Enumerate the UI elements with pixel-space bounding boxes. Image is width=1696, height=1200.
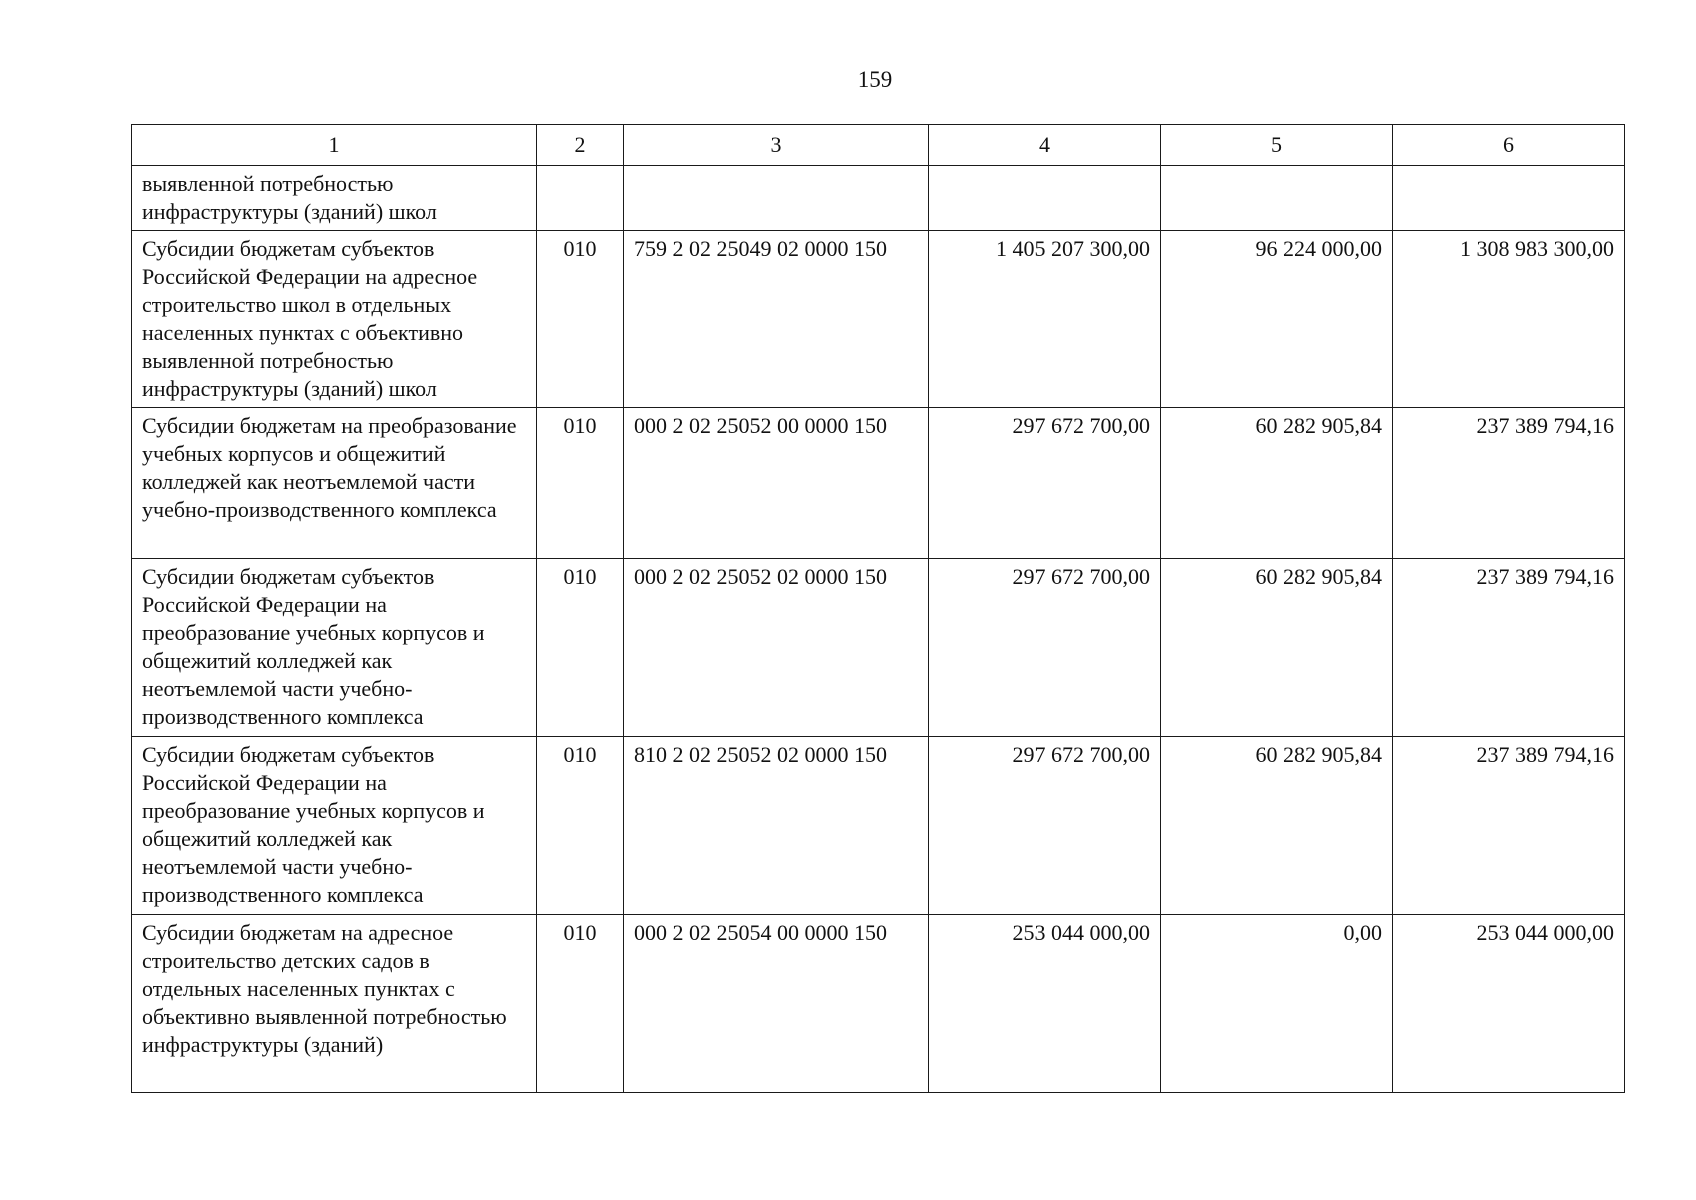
- row-value-5: 60 282 905,84: [1161, 737, 1393, 915]
- table-header-row: [132, 125, 1625, 166]
- budget-table: [131, 124, 1625, 1093]
- row-value-4: [929, 166, 1161, 231]
- row-kbk: 000 2 02 25052 02 0000 150: [624, 559, 929, 737]
- row-code: 010: [537, 559, 624, 737]
- row-code: 010: [537, 915, 624, 1093]
- row-value-4: 297 672 700,00: [929, 408, 1161, 559]
- row-name: Субсидии бюджетам субъектов Российской Федерации на адресное строительство школ в отдельных населенных пунктах с объективно выявленной потребностью инфраструктуры (зданий) школ: [132, 231, 537, 408]
- row-value-6: 237 389 794,16: [1393, 737, 1625, 915]
- table-row: [132, 408, 1625, 559]
- row-kbk: 000 2 02 25052 00 0000 150: [624, 408, 929, 559]
- row-value-4: 297 672 700,00: [929, 737, 1161, 915]
- row-kbk: 759 2 02 25049 02 0000 150: [624, 231, 929, 408]
- column-header-5: 5: [1161, 125, 1393, 166]
- row-kbk: 810 2 02 25052 02 0000 150: [624, 737, 929, 915]
- row-value-4: 297 672 700,00: [929, 559, 1161, 737]
- table-row: [132, 231, 1625, 408]
- row-value-6: [1393, 166, 1625, 231]
- table-row: [132, 166, 1625, 231]
- row-name: Субсидии бюджетам субъектов Российской Федерации на преобразование учебных корпусов и общежитий колледжей как неотъемлемой части учебно-производственного комплекса: [132, 559, 537, 737]
- table-row: [132, 559, 1625, 737]
- row-code: 010: [537, 231, 624, 408]
- page-number: 159: [857, 67, 893, 92]
- row-value-5: 60 282 905,84: [1161, 559, 1393, 737]
- row-value-6: 237 389 794,16: [1393, 559, 1625, 737]
- table-row: [132, 915, 1625, 1093]
- row-value-6: 237 389 794,16: [1393, 408, 1625, 559]
- column-header-4: 4: [929, 125, 1161, 166]
- column-header-3: 3: [624, 125, 929, 166]
- row-kbk: [624, 166, 929, 231]
- row-kbk: 000 2 02 25054 00 0000 150: [624, 915, 929, 1093]
- column-header-6: 6: [1393, 125, 1625, 166]
- row-code: 010: [537, 737, 624, 915]
- row-name: Субсидии бюджетам на адресное строительство детских садов в отдельных населенных пунктах с объективно выявленной потребностью инфраструктуры (зданий): [132, 915, 537, 1093]
- row-code: [537, 166, 624, 231]
- row-code: 010: [537, 408, 624, 559]
- row-value-5: [1161, 166, 1393, 231]
- column-header-1: 1: [132, 125, 537, 166]
- row-value-5: 96 224 000,00: [1161, 231, 1393, 408]
- row-value-4: 1 405 207 300,00: [929, 231, 1161, 408]
- column-header-2: 2: [537, 125, 624, 166]
- row-value-5: 60 282 905,84: [1161, 408, 1393, 559]
- row-value-6: 253 044 000,00: [1393, 915, 1625, 1093]
- row-value-5: 0,00: [1161, 915, 1393, 1093]
- row-value-4: 253 044 000,00: [929, 915, 1161, 1093]
- row-name: выявленной потребностью инфраструктуры (зданий) школ: [132, 166, 537, 231]
- row-value-6: 1 308 983 300,00: [1393, 231, 1625, 408]
- table-row: [132, 737, 1625, 915]
- row-name: Субсидии бюджетам субъектов Российской Федерации на преобразование учебных корпусов и общежитий колледжей как неотъемлемой части учебно-производственного комплекса: [132, 737, 537, 915]
- row-name: Субсидии бюджетам на преобразование учебных корпусов и общежитий колледжей как неотъемлемой части учебно-производственного комплекса: [132, 408, 537, 559]
